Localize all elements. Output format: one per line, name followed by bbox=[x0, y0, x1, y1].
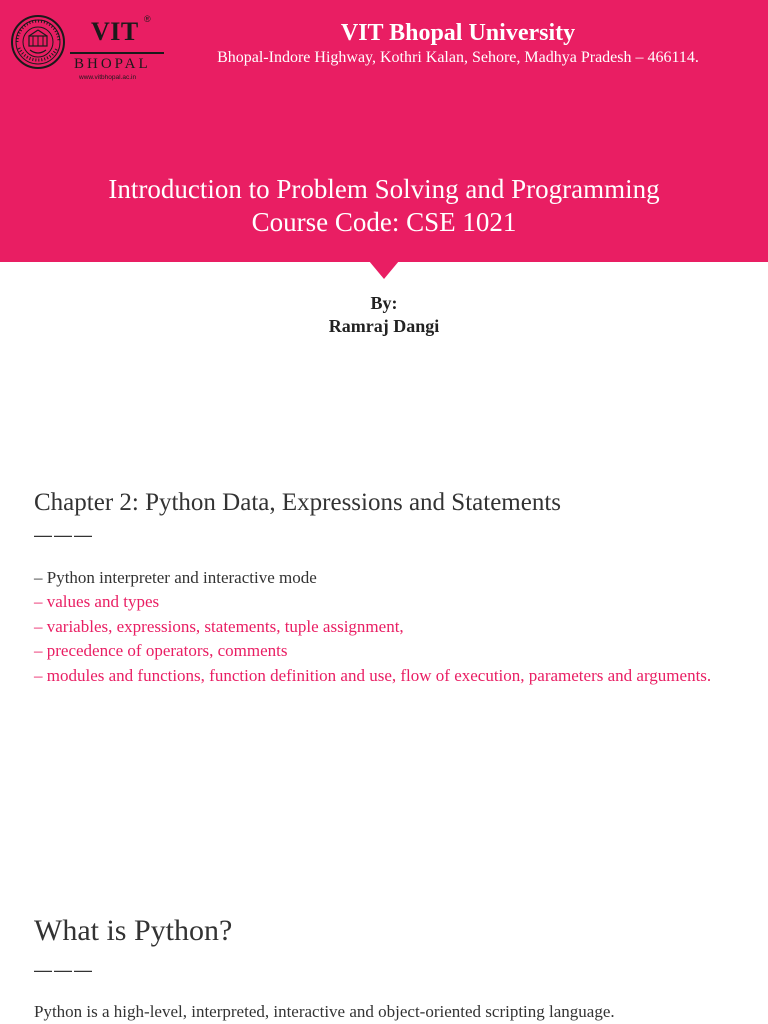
section-heading: What is Python? bbox=[34, 914, 233, 947]
logo-wordmark: VIT bbox=[91, 17, 139, 46]
author-name: Ramraj Dangi bbox=[328, 316, 440, 336]
university-logo bbox=[8, 12, 158, 81]
byline-label: By: bbox=[370, 293, 398, 313]
banner-pointer bbox=[369, 261, 399, 279]
logo-city: BHOPAL bbox=[74, 56, 151, 72]
registered-mark: ® bbox=[144, 14, 151, 24]
topic-item: – variables, expressions, statements, tuple assignment, bbox=[34, 616, 404, 636]
university-seal-icon bbox=[10, 14, 66, 70]
university-address: Bhopal-Indore Highway, Kothri Kalan, Sehore, Madhya Pradesh – 466114. bbox=[217, 49, 699, 66]
university-name: VIT Bhopal University bbox=[340, 20, 576, 46]
logo-divider bbox=[70, 52, 164, 54]
topic-list bbox=[34, 566, 734, 688]
chapter-heading: Chapter 2: Python Data, Expressions and Statements bbox=[34, 489, 562, 516]
topic-item: – Python interpreter and interactive mode bbox=[34, 568, 317, 587]
logo-url: www.vitbhopal.ac.in bbox=[79, 74, 137, 81]
topic-item: – values and types bbox=[34, 592, 160, 612]
chapter-rule: ——— bbox=[34, 525, 94, 545]
topic-item: – modules and functions, function definition and use, flow of execution, parameters and arguments. bbox=[34, 665, 712, 685]
course-title: Introduction to Problem Solving and Programming bbox=[108, 174, 660, 204]
topic-item: – precedence of operators, comments bbox=[34, 641, 288, 661]
section-body: Python is a high-level, interpreted, interactive and object-oriented scripting language. bbox=[34, 1002, 615, 1021]
header-banner bbox=[0, 0, 768, 262]
section-rule: ——— bbox=[34, 960, 94, 980]
course-code: Course Code: CSE 1021 bbox=[251, 207, 517, 237]
